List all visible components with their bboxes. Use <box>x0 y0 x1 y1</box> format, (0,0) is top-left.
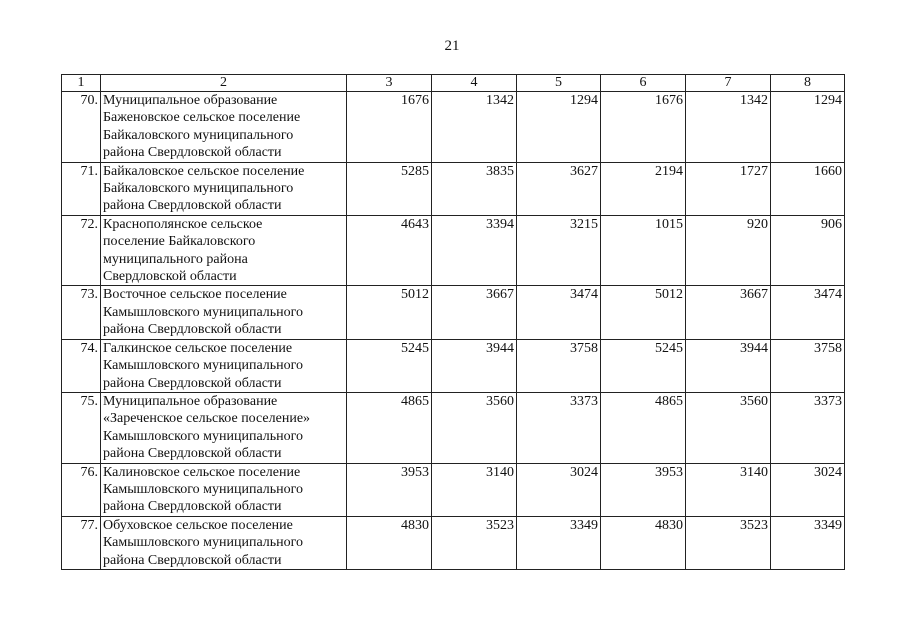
header-cell-1: 1 <box>62 75 101 92</box>
header-cell-6: 6 <box>601 75 686 92</box>
value-col-7: 3523 <box>686 516 771 569</box>
header-cell-8: 8 <box>771 75 845 92</box>
value-col-4: 1342 <box>432 92 517 163</box>
settlement-name: Калиновское сельское поселение Камышловского муниципального района Свердловской области <box>101 463 347 516</box>
value-col-7: 920 <box>686 215 771 286</box>
value-col-6: 2194 <box>601 162 686 215</box>
settlement-name: Галкинское сельское поселение Камышловского муниципального района Свердловской области <box>101 339 347 392</box>
value-col-7: 3140 <box>686 463 771 516</box>
value-col-8: 1294 <box>771 92 845 163</box>
table-row <box>62 392 845 463</box>
value-col-6: 1676 <box>601 92 686 163</box>
value-col-5: 3024 <box>517 463 601 516</box>
value-col-7: 3560 <box>686 392 771 463</box>
value-col-5: 1294 <box>517 92 601 163</box>
value-col-3: 1676 <box>347 92 432 163</box>
row-number: 77. <box>62 516 101 569</box>
value-col-3: 4830 <box>347 516 432 569</box>
value-col-5: 3215 <box>517 215 601 286</box>
value-col-4: 3560 <box>432 392 517 463</box>
data-table <box>61 74 845 570</box>
value-col-4: 3944 <box>432 339 517 392</box>
value-col-6: 5245 <box>601 339 686 392</box>
header-cell-2: 2 <box>101 75 347 92</box>
header-cell-3: 3 <box>347 75 432 92</box>
value-col-8: 3349 <box>771 516 845 569</box>
row-number: 75. <box>62 392 101 463</box>
value-col-6: 1015 <box>601 215 686 286</box>
settlement-name: Обуховское сельское поселение Камышловского муниципального района Свердловской области <box>101 516 347 569</box>
table-row <box>62 92 845 163</box>
table-row <box>62 162 845 215</box>
value-col-7: 1342 <box>686 92 771 163</box>
table-row <box>62 463 845 516</box>
value-col-4: 3140 <box>432 463 517 516</box>
value-col-8: 3474 <box>771 286 845 339</box>
value-col-4: 3835 <box>432 162 517 215</box>
header-cell-4: 4 <box>432 75 517 92</box>
value-col-6: 4865 <box>601 392 686 463</box>
row-number: 74. <box>62 339 101 392</box>
value-col-5: 3627 <box>517 162 601 215</box>
header-cell-7: 7 <box>686 75 771 92</box>
row-number: 73. <box>62 286 101 339</box>
value-col-5: 3373 <box>517 392 601 463</box>
page-number: 21 <box>444 38 460 54</box>
value-col-8: 3024 <box>771 463 845 516</box>
header-cell-5: 5 <box>517 75 601 92</box>
settlement-name: Муниципальное образование «Зареченское сельское поселение» Камышловского муниципального района Свердловской области <box>101 392 347 463</box>
table-row <box>62 339 845 392</box>
settlement-name: Байкаловское сельское поселение Байкаловского муниципального района Свердловской области <box>101 162 347 215</box>
row-number: 71. <box>62 162 101 215</box>
value-col-4: 3523 <box>432 516 517 569</box>
value-col-5: 3349 <box>517 516 601 569</box>
value-col-8: 3373 <box>771 392 845 463</box>
value-col-6: 3953 <box>601 463 686 516</box>
value-col-3: 4643 <box>347 215 432 286</box>
value-col-7: 3944 <box>686 339 771 392</box>
value-col-4: 3394 <box>432 215 517 286</box>
value-col-5: 3474 <box>517 286 601 339</box>
table-row <box>62 516 845 569</box>
value-col-6: 4830 <box>601 516 686 569</box>
value-col-3: 5012 <box>347 286 432 339</box>
value-col-6: 5012 <box>601 286 686 339</box>
settlement-name: Краснополянское сельское поселение Байкаловского муниципального района Свердловской области <box>101 215 347 286</box>
value-col-5: 3758 <box>517 339 601 392</box>
value-col-3: 3953 <box>347 463 432 516</box>
value-col-3: 5245 <box>347 339 432 392</box>
settlement-name: Муниципальное образование Баженовское сельское поселение Байкаловского муниципального района Свердловской области <box>101 92 347 163</box>
row-number: 70. <box>62 92 101 163</box>
value-col-3: 5285 <box>347 162 432 215</box>
value-col-7: 1727 <box>686 162 771 215</box>
header-row <box>62 75 845 92</box>
value-col-7: 3667 <box>686 286 771 339</box>
value-col-3: 4865 <box>347 392 432 463</box>
value-col-4: 3667 <box>432 286 517 339</box>
row-number: 72. <box>62 215 101 286</box>
value-col-8: 1660 <box>771 162 845 215</box>
table-row <box>62 215 845 286</box>
value-col-8: 906 <box>771 215 845 286</box>
value-col-8: 3758 <box>771 339 845 392</box>
settlement-name: Восточное сельское поселение Камышловского муниципального района Свердловской области <box>101 286 347 339</box>
row-number: 76. <box>62 463 101 516</box>
table-row <box>62 286 845 339</box>
